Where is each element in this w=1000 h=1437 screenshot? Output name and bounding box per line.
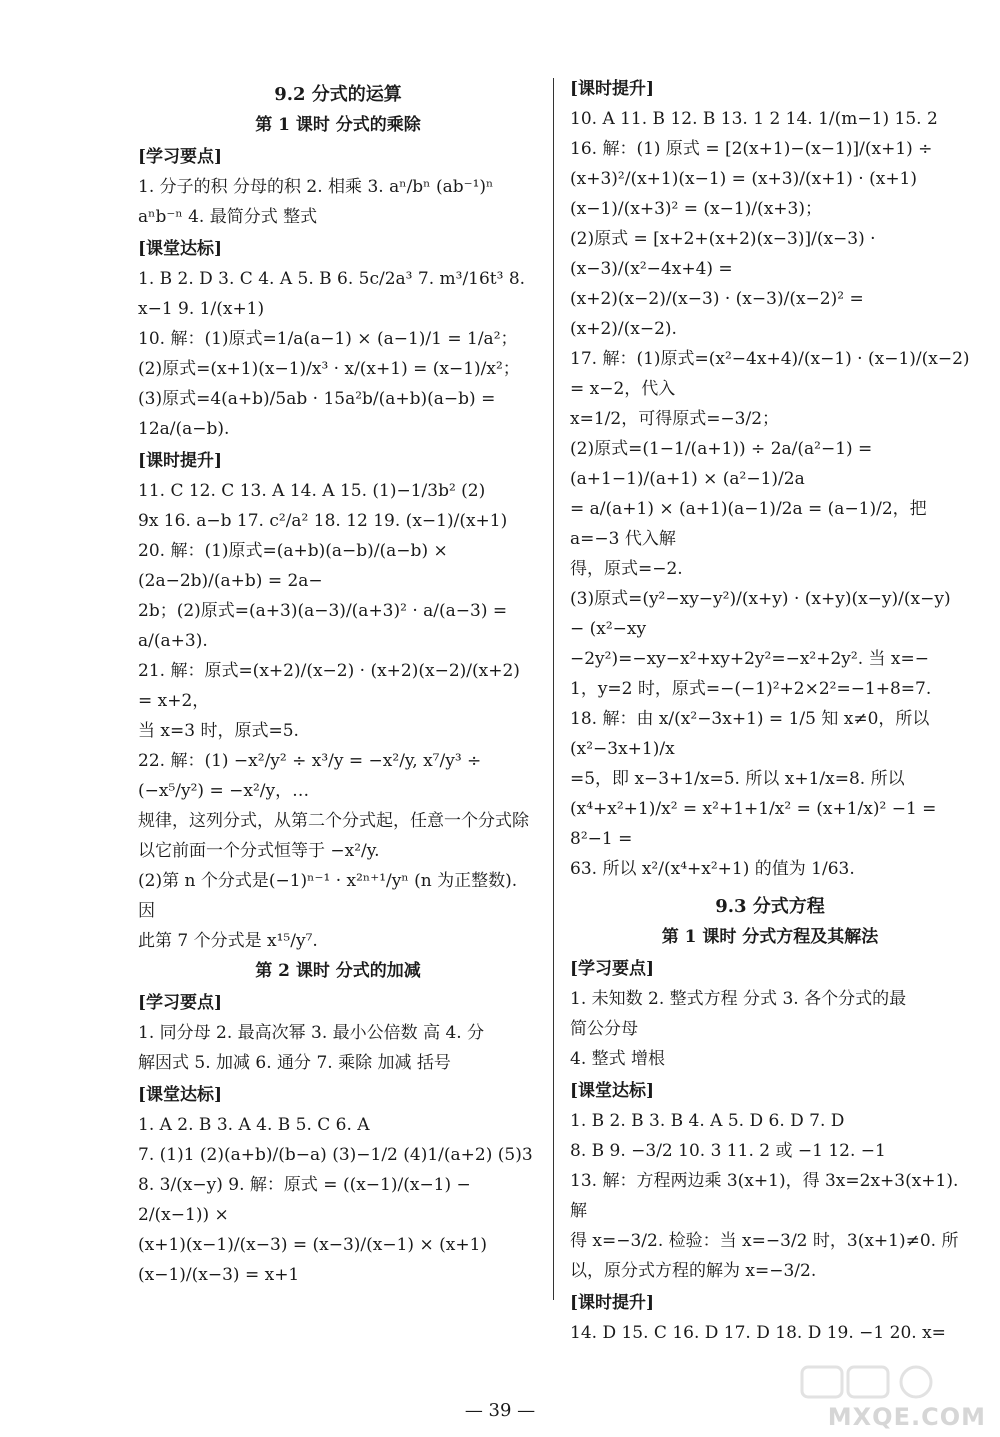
section-label: [课堂达标] — [138, 1085, 223, 1105]
answer-line: 2b；(2)原式=(a+3)(a−3)/(a+3)² · a/(a−3) = a/(a+3). — [138, 601, 508, 651]
answer-line: 17. 解：(1)原式=(x²−4x+4)/(x−1) · (x−1)/(x−2) = x−2，代入 — [570, 349, 970, 399]
answer-line: =5，即 x−3+1/x=5. 所以 x+1/x=8. 所以 — [570, 769, 905, 789]
lesson-heading: 第 2 课时 分式的加减 — [255, 961, 421, 981]
answer-line: 9x 16. a−b 17. c²/a² 18. 12 19. (x−1)/(x+1) — [138, 511, 508, 531]
answer-line: (x+1)(x−1)/(x−3) = (x−3)/(x−1) × (x+1)(x−1)/(x−3) = x+1 — [138, 1235, 488, 1285]
watermark-text: MXQE.COM — [827, 1403, 986, 1431]
lesson-heading: 第 1 课时 分式方程及其解法 — [661, 927, 879, 947]
answer-line: 得 x=−3/2. 检验：当 x=−3/2 时，3(x+1)≠0. 所 — [570, 1231, 959, 1251]
answer-line: (2)原式 = [x+2+(x+2)(x−3)]/(x−3) · (x−3)/(x²−4x+4) = — [570, 229, 876, 279]
answer-line: aⁿb⁻ⁿ 4. 最简分式 整式 — [138, 207, 318, 227]
section-label: [课时提升] — [138, 451, 223, 471]
answer-line: = a/(a+1) × (a+1)(a−1)/2a = (a−1)/2，把 a=−3 代入解 — [570, 499, 927, 549]
answer-line: 10. A 11. B 12. B 13. 1 2 14. 1/(m−1) 15. 2 — [570, 109, 938, 129]
section-label: [学习要点] — [570, 959, 655, 979]
section-label: [课时提升] — [570, 79, 655, 99]
answer-line: 简公分母 — [570, 1019, 638, 1039]
answer-line: 14. D 15. C 16. D 17. D 18. D 19. −1 20. x= — [570, 1323, 946, 1343]
page-number: — 39 — — [464, 1400, 536, 1421]
answer-line: (2)第 n 个分式是(−1)ⁿ⁻¹ · x²ⁿ⁺¹/yⁿ (n 为正整数). 因 — [138, 871, 518, 921]
answer-line: 当 x=3 时，原式=5. — [138, 721, 299, 741]
answer-line: 7. (1)1 (2)(a+b)/(b−a) (3)−1/2 (4)1/(a+2) (5)3 — [138, 1145, 533, 1165]
answer-line: x−1 9. 1/(x+1) — [138, 299, 265, 319]
answer-line: 1. A 2. B 3. A 4. B 5. C 6. A — [138, 1115, 370, 1135]
answer-line: 4. 整式 增根 — [570, 1049, 666, 1069]
answer-line: 1. 未知数 2. 整式方程 分式 3. 各个分式的最 — [570, 989, 907, 1009]
column-divider — [553, 78, 554, 1300]
section-label: [学习要点] — [138, 993, 223, 1013]
answer-line: (2)原式=(x+1)(x−1)/x³ · x/(x+1) = (x−1)/x²； — [138, 359, 520, 379]
answer-line: 1，y=2 时，原式=−(−1)²+2×2²=−1+8=7. — [570, 679, 932, 699]
section-label: [学习要点] — [138, 147, 223, 167]
answer-line: 1. B 2. B 3. B 4. A 5. D 6. D 7. D — [570, 1111, 845, 1131]
answer-line: x=1/2，可得原式=−3/2； — [570, 409, 780, 429]
answer-line: 18. 解：由 x/(x²−3x+1) = 1/5 知 x≠0，所以 (x²−3x+1)/x — [570, 709, 930, 759]
answer-line: 以，原分式方程的解为 x=−3/2. — [570, 1261, 817, 1281]
answer-line: 8. 3/(x−y) 9. 解：原式 = ((x−1)/(x−1) − 2/(x−1)) × — [138, 1175, 471, 1225]
section-label: [课堂达标] — [138, 239, 223, 259]
left-column — [138, 72, 538, 1290]
answer-line: 10. 解：(1)原式=1/a(a−1) × (a−1)/1 = 1/a²； — [138, 329, 518, 349]
answer-line: 1. 同分母 2. 最高次幂 3. 最小公倍数 高 4. 分 — [138, 1023, 485, 1043]
section-label: [课堂达标] — [570, 1081, 655, 1101]
answer-line: 63. 所以 x²/(x⁴+x²+1) 的值为 1/63. — [570, 859, 855, 879]
answer-line: 21. 解：原式=(x+2)/(x−2) · (x+2)(x−2)/(x+2) = x+2， — [138, 661, 520, 711]
answer-line: 20. 解：(1)原式=(a+b)(a−b)/(a−b) × (2a−2b)/(a+b) = 2a− — [138, 541, 448, 591]
answer-line: (3)原式=(y²−xy−y²)/(x+y) · (x+y)(x−y)/(x−y) − (x²−xy — [570, 589, 951, 639]
answer-line: (3)原式=4(a+b)/5ab · 15a²b/(a+b)(a−b) = 12a/(a−b). — [138, 389, 496, 439]
answer-line: 8. B 9. −3/2 10. 3 11. 2 或 −1 12. −1 — [570, 1141, 886, 1161]
answer-line: −2y²)=−xy−x²+xy+2y²=−x²+2y². 当 x=− — [570, 649, 930, 669]
answer-line: 以它前面一个分式恒等于 −x²/y. — [138, 841, 380, 861]
section-heading: 9.2 分式的运算 — [274, 84, 402, 105]
answer-line: 得，原式=−2. — [570, 559, 683, 579]
answer-line: (2)原式=(1−1/(a+1)) ÷ 2a/(a²−1) = (a+1−1)/(a+1) × (a²−1)/2a — [570, 439, 873, 489]
right-column — [570, 72, 970, 1348]
section-heading: 9.3 分式方程 — [715, 896, 825, 917]
answer-line: 解因式 5. 加减 6. 通分 7. 乘除 加减 括号 — [138, 1053, 451, 1073]
answer-line: 11. C 12. C 13. A 14. A 15. (1)−1/3b² (2) — [138, 481, 486, 501]
answer-line: 16. 解：(1) 原式 = [2(x+1)−(x−1)]/(x+1) ÷ — [570, 139, 933, 159]
answer-line: (x⁴+x²+1)/x² = x²+1+1/x² = (x+1/x)² −1 = 8²−1 = — [570, 799, 937, 849]
answer-line: 22. 解：(1) −x²/y² ÷ x³/y = −x²/y, x⁷/y³ ÷ (−x⁵/y²) = −x²/y，… — [138, 751, 482, 801]
section-label: [课时提升] — [570, 1293, 655, 1313]
lesson-heading: 第 1 课时 分式的乘除 — [255, 115, 421, 135]
answer-line: 1. 分子的积 分母的积 2. 相乘 3. aⁿ/bⁿ (ab⁻¹)ⁿ — [138, 177, 494, 197]
answer-line: (x+2)(x−2)/(x−3) · (x−3)/(x−2)² = (x+2)/(x−2). — [570, 289, 864, 339]
answer-line: (x+3)²/(x+1)(x−1) = (x+3)/(x+1) · (x+1)(x−1)/(x+3)² = (x−1)/(x+3)； — [570, 169, 918, 219]
answer-line: 13. 解：方程两边乘 3(x+1)，得 3x=2x+3(x+1). 解 — [570, 1171, 959, 1221]
answer-line: 1. B 2. D 3. C 4. A 5. B 6. 5c/2a³ 7. m³/16t³ 8. — [138, 269, 526, 289]
answer-line: 此第 7 个分式是 x¹⁵/y⁷. — [138, 931, 318, 951]
answer-line: 规律，这列分式，从第二个分式起，任意一个分式除 — [138, 811, 529, 831]
